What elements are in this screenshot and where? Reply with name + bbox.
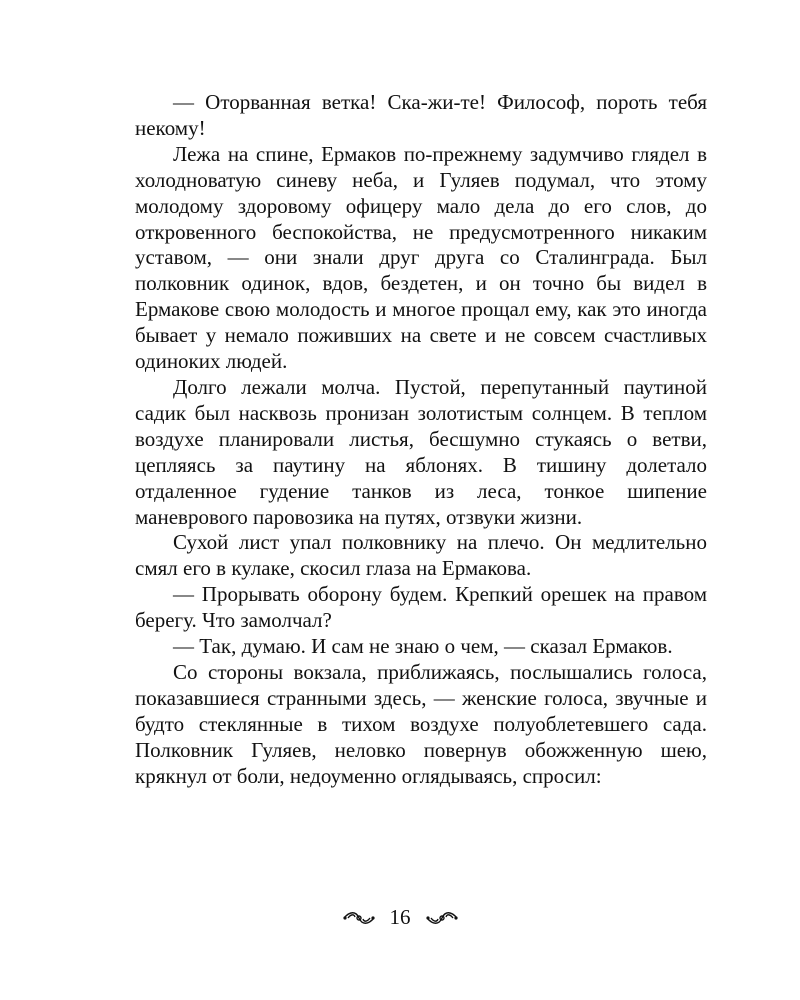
page-footer [0, 905, 800, 930]
paragraph-7: Со стороны вокзала, приближаясь, послышались голоса, показавшиеся странными здесь, — женские голоса, звучные и будто стеклянные в тихом воздухе полуоблетевшего сада. Полковник Гуляев, неловко повернув обожженную шею, крякнул от боли, недоуменно оглядываясь, спросил: [135, 659, 707, 788]
paragraph-5: — Прорывать оборону будем. Крепкий орешек на правом берегу. Что замолчал? [135, 582, 707, 633]
paragraph-4: Сухой лист упал полковнику на плечо. Он медлительно смял его в кулаке, скосил глаза на Ермакова. [135, 530, 707, 581]
paragraph-6: — Так, думаю. И сам не знаю о чем, — сказал Ермаков. [173, 634, 673, 659]
book-page-text [135, 90, 707, 789]
paragraph-1: — Оторванная ветка! Ска-жи-те! Философ, пороть тебя некому! [135, 90, 707, 140]
paragraph-2: Лежа на спине, Ермаков по-прежнему задумчиво глядел в холодноватую синеву неба, и Гуляев подумал, что этому молодому здоровому офицеру мало дела до его слов, до откровенного беспокойства, не предусмотренного никаким уставом, — они знали друг друга со Сталинграда. Был полковник одинок, вдов, бездетен, и он точно бы видел в Ермакове свою молодость и многое прощал ему, как это иногда бывает у немало поживших на свете и не совсем счастливых одиноких людей. [135, 141, 707, 374]
right-fleuron-ornament-icon [425, 909, 459, 927]
left-fleuron-ornament-icon [342, 909, 376, 927]
paragraph-3: Долго лежали молча. Пустой, перепутанный паутиной садик был насквозь пронизан золотистым солнцем. В теплом воздухе планировали листья, бесшумно стукаясь о ветви, цепляясь за паутину на яблонях. В тишину долетало отдаленное гудение танков из леса, тонкое шипение маневрового паровозика на путях, отзвуки жизни. [135, 374, 707, 529]
page-number: 16 [389, 905, 411, 929]
